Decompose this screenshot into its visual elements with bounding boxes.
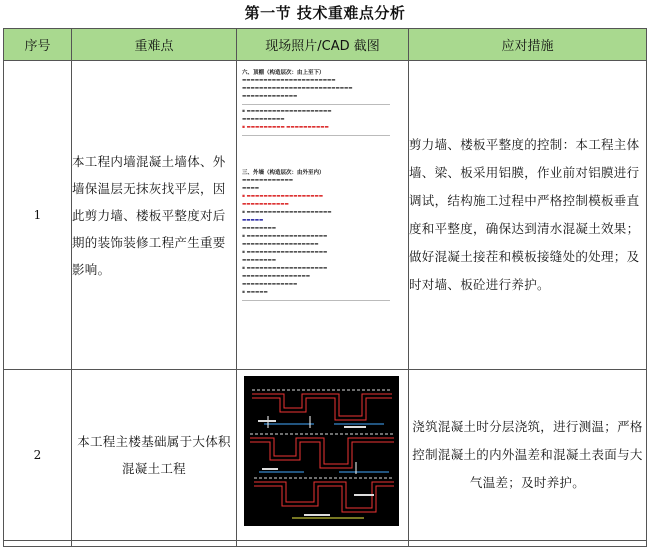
empty-cell (237, 541, 409, 547)
row-seq: 2 (4, 370, 72, 541)
doc-divider (242, 300, 390, 301)
spec-document-screenshot (242, 69, 390, 365)
doc-line: ▪ ▬▬▬▬▬▬▬▬▬▬▬▬▬▬▬▬▬▬▬ (242, 250, 328, 255)
doc-spacer (242, 139, 390, 169)
doc-line: ▬▬▬▬▬▬▬▬▬▬▬▬ (242, 178, 294, 183)
row-photo-cell (237, 370, 409, 541)
row-measures: 浇筑混凝土时分层浇筑，进行测温；严格控制混凝土的内外温差和混凝土表面与大气温差；及时养护。 (409, 370, 647, 541)
row-difficulty: 本工程主楼基础属于大体积混凝土工程 (72, 370, 237, 541)
doc-line: ▪ ▬▬▬▬▬▬▬▬▬▬▬▬▬▬▬▬▬▬▬ (242, 266, 328, 271)
doc-line: ▬▬▬▬▬▬▬▬▬▬▬▬▬▬▬▬ (242, 274, 311, 279)
doc-line: ▪ ▬▬▬▬▬▬▬▬▬▬▬▬▬▬▬▬▬▬▬▬ (242, 210, 332, 215)
doc-line: ▬▬▬▬▬▬▬▬▬▬▬▬▬ (242, 94, 298, 99)
doc-line: ▪ ▬▬▬▬▬▬▬▬▬▬▬▬▬▬▬▬▬▬▬▬ (242, 109, 332, 114)
doc-line: ▪ ▬▬▬▬▬▬▬▬▬ ▬▬▬▬▬▬▬▬▬▬ (242, 125, 329, 130)
doc-line: ▪ ▬▬▬▬▬ (242, 290, 268, 295)
table-header-row (4, 29, 647, 61)
cad-drawing (244, 376, 399, 526)
table-row (4, 61, 647, 370)
table-row (4, 370, 647, 541)
empty-cell (409, 541, 647, 547)
doc-line: ▬▬▬▬▬▬▬▬ (242, 258, 277, 263)
doc-divider (242, 104, 390, 105)
section-title: 第一节 技术重难点分析 (244, 4, 406, 22)
doc-heading-ceiling: 六、顶棚（构造层次：由上至下） (242, 70, 325, 76)
doc-line: ▬▬▬▬ (242, 186, 260, 191)
header-measures: 应对措施 (409, 29, 647, 61)
doc-line: ▬▬▬▬▬ (242, 218, 264, 223)
row-measures: 剪力墙、楼板平整度的控制：本工程主体墙、梁、板采用铝膜，作业前对铝膜进行调试，结构施工过程中严格控制模板垂直度和平整度，确保达到清水混凝土效果；做好混凝土接茬和模板接缝处的处理；及时对墙、板砼进行养护。 (409, 61, 647, 370)
header-difficulty: 重难点 (72, 29, 237, 61)
doc-line: ▪ ▬▬▬▬▬▬▬▬▬▬▬▬▬▬▬▬▬▬▬ (242, 234, 328, 239)
doc-line: ▬▬▬▬▬▬▬▬ (242, 226, 277, 231)
empty-cell (72, 541, 237, 547)
difficulty-table (3, 28, 647, 547)
doc-line: ▬▬▬▬▬▬▬▬▬▬▬▬▬▬▬▬▬▬▬▬▬▬▬▬▬▬ (242, 86, 353, 91)
header-seq: 序号 (4, 29, 72, 61)
doc-line: ▬▬▬▬▬▬▬▬▬▬▬▬▬ (242, 282, 298, 287)
doc-heading-exterior-wall: 三、外墙（构造层次：由外至内） (242, 170, 325, 176)
doc-line: ▬▬▬▬▬▬▬▬▬▬ (242, 117, 285, 122)
doc-line: ▬▬▬▬▬▬▬▬▬▬▬▬▬▬▬▬▬▬ (242, 242, 319, 247)
doc-line: ▬▬▬▬▬▬▬▬▬▬▬▬▬▬▬▬▬▬▬▬▬▬ (242, 78, 336, 83)
cad-drawing-screenshot (244, 376, 399, 526)
empty-cell (4, 541, 72, 547)
row-photo-cell (237, 61, 409, 370)
row-difficulty: 本工程内墙混凝土墙体、外墙保温层无抹灰找平层，因此剪力墙、楼板平整度对后期的装饰装修工程产生重要影响。 (72, 61, 237, 370)
doc-divider (242, 135, 390, 136)
doc-line: ▬▬▬▬▬▬▬▬▬▬▬ (242, 202, 289, 207)
header-photo: 现场照片/CAD 截图 (237, 29, 409, 61)
doc-line: ▪ ▬▬▬▬▬▬▬▬▬▬▬▬▬▬▬▬▬▬ (242, 194, 324, 199)
table-row-partial (4, 541, 647, 547)
row-seq: 1 (4, 61, 72, 370)
